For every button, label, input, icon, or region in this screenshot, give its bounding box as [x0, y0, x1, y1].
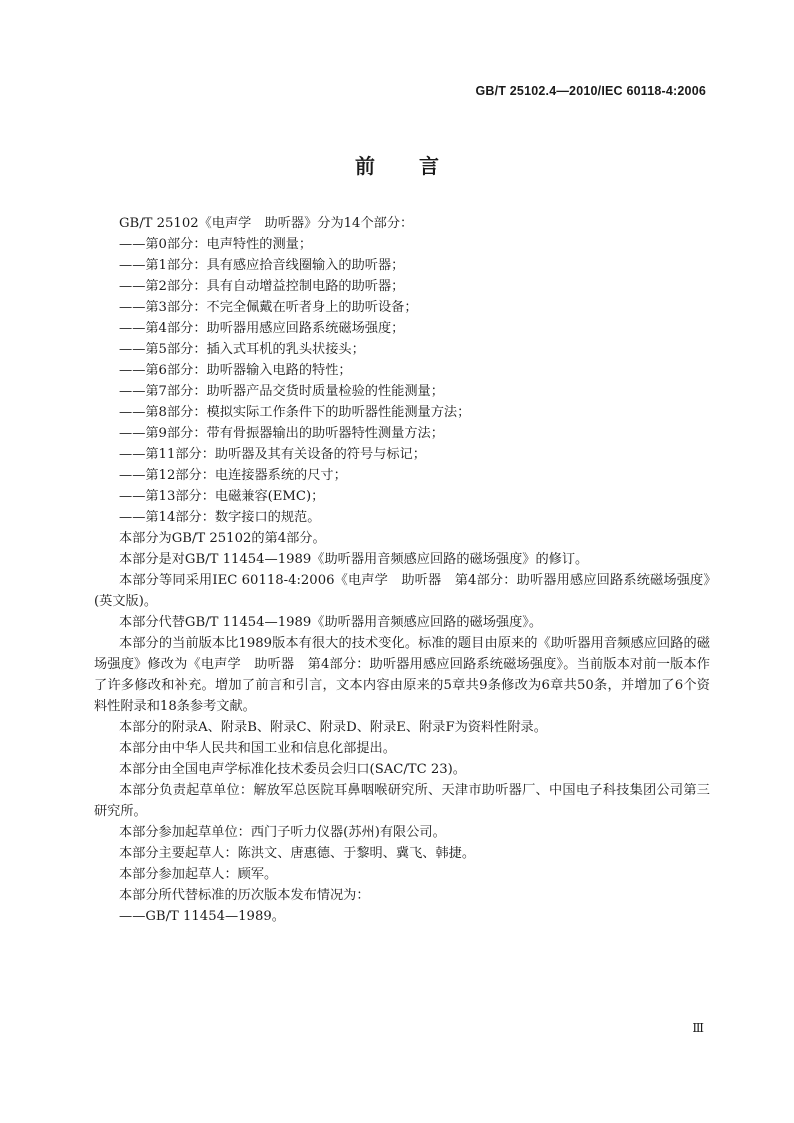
page-title: 前言 [355, 154, 483, 178]
paragraph: 本部分的附录A、附录B、附录C、附录D、附录E、附录F为资料性附录。 [119, 720, 547, 735]
standard-code-header: GB/T 25102.4—2010/IEC 60118-4:2006 [475, 84, 706, 98]
paragraph: 本部分所代替标准的历次版本发布情况为： [119, 888, 370, 903]
paragraph: 本部分代替GB/T 11454—1989《助听器用音频感应回路的磁场强度》。 [119, 615, 543, 630]
list-item: ——GB/T 11454—1989。 [119, 909, 285, 924]
list-item: ——第7部分：助听器产品交货时质量检验的性能测量； [119, 384, 444, 399]
paragraph: 本部分是对GB/T 11454—1989《助听器用音频感应回路的磁场强度》的修订。 [119, 552, 589, 567]
paragraph: 本部分主要起草人：陈洪文、唐惠德、于黎明、冀飞、韩捷。 [119, 846, 476, 861]
page-number: Ⅲ [692, 1021, 704, 1035]
paragraph: 本部分参加起草人：顾军。 [119, 867, 278, 882]
list-item: ——第12部分：电连接器系统的尺寸； [119, 468, 347, 483]
history-list [94, 906, 710, 927]
list-item: ——第6部分：助听器输入电路的特性； [119, 363, 352, 378]
paragraph: 本部分由全国电声学标准化技术委员会归口(SAC/TC 23)。 [119, 762, 466, 777]
list-item: ——第13部分：电磁兼容(EMC)； [119, 489, 325, 504]
paragraph: 本部分由中华人民共和国工业和信息化部提出。 [119, 741, 396, 756]
list-item: ——第9部分：带有骨振器输出的助听器特性测量方法； [119, 426, 444, 441]
list-item: ——第2部分：具有自动增益控制电路的助听器； [119, 279, 405, 294]
list-item: ——第11部分：助听器及其有关设备的符号与标记； [119, 447, 426, 462]
list-item: ——第8部分：模拟实际工作条件下的助听器性能测量方法； [119, 405, 471, 420]
paragraph: 本部分参加起草单位：西门子听力仪器(苏州)有限公司。 [119, 825, 446, 840]
foreword-body [94, 213, 710, 927]
intro-paragraph: GB/T 25102《电声学 助听器》分为14个部分： [119, 216, 414, 231]
paragraph: 本部分为GB/T 25102的第4部分。 [119, 531, 326, 546]
paragraph: 本部分的当前版本比1989版本有很大的技术变化。标准的题目由原来的《助听器用音频感应回路的磁场强度》修改为《电声学 助听器 第4部分：助听器用感应回路系统磁场强度》。当前版本对前一版本作了许多修改和补充。增加了前言和引言，文本内容由原来的5章共9条修改为6章共50条，并增加了6个资料性附录和18条参考文献。 [94, 636, 710, 714]
list-item: ——第5部分：插入式耳机的乳头状接头； [119, 342, 365, 357]
paragraph: 本部分负责起草单位：解放军总医院耳鼻咽喉研究所、天津市助听器厂、中国电子科技集团公司第三研究所。 [94, 783, 710, 819]
list-item: ——第0部分：电声特性的测量； [119, 237, 313, 252]
list-item: ——第1部分：具有感应拾音线圈输入的助听器； [119, 258, 405, 273]
list-item: ——第3部分：不完全佩戴在听者身上的助听设备； [119, 300, 418, 315]
list-item: ——第4部分：助听器用感应回路系统磁场强度； [119, 321, 405, 336]
list-item: ——第14部分：数字接口的规范。 [119, 510, 321, 525]
paragraph: 本部分等同采用IEC 60118-4:2006《电声学 助听器 第4部分：助听器用感应回路系统磁场强度》(英文版)。 [94, 573, 710, 609]
parts-list [94, 234, 710, 528]
